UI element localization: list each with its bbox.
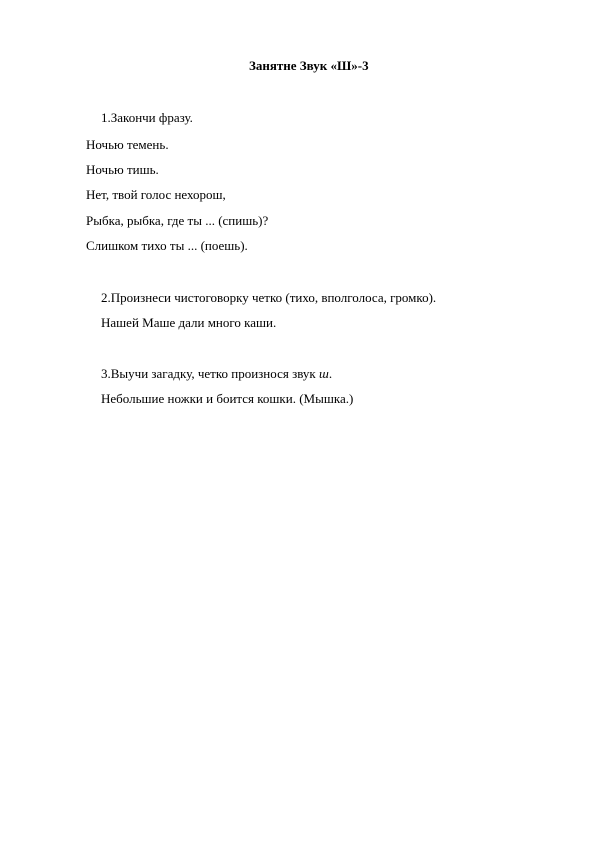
section-2-line: Нашей Маше дали много каши.: [101, 315, 277, 330]
section-1-line: Ночью тишь.: [86, 162, 159, 177]
section-3-line: Небольшие ножки и боится кошки. (Мышка.): [101, 391, 354, 406]
section-1-number: 1.: [101, 110, 111, 125]
section-1-line: Ночью темень.: [86, 137, 169, 152]
section-3-number: 3.: [101, 366, 111, 381]
section-2-number: 2.: [101, 290, 111, 305]
section-1-heading: [101, 110, 193, 126]
section-3-heading: [101, 366, 332, 382]
section-1-line: Рыбка, рыбка, где ты ... (спишь)?: [86, 213, 269, 228]
section-2-heading-text: Произнеси чистоговорку четко (тихо, вполголоса, громко).: [110, 290, 437, 305]
section-1-line: Слишком тихо ты ... (поешь).: [86, 238, 248, 253]
section-1-line: Нет, твой голос нехорош,: [86, 187, 226, 202]
section-3-heading-end: .: [328, 366, 333, 381]
section-2-heading: [101, 290, 436, 306]
page-title: Занятне Звук «Ш»-3: [249, 58, 369, 73]
section-1-heading-text: Закончи фразу.: [110, 110, 193, 125]
section-3-heading-sound: ш: [318, 366, 329, 381]
section-3-heading-text: Выучи загадку, четко произнося звук: [110, 366, 319, 381]
